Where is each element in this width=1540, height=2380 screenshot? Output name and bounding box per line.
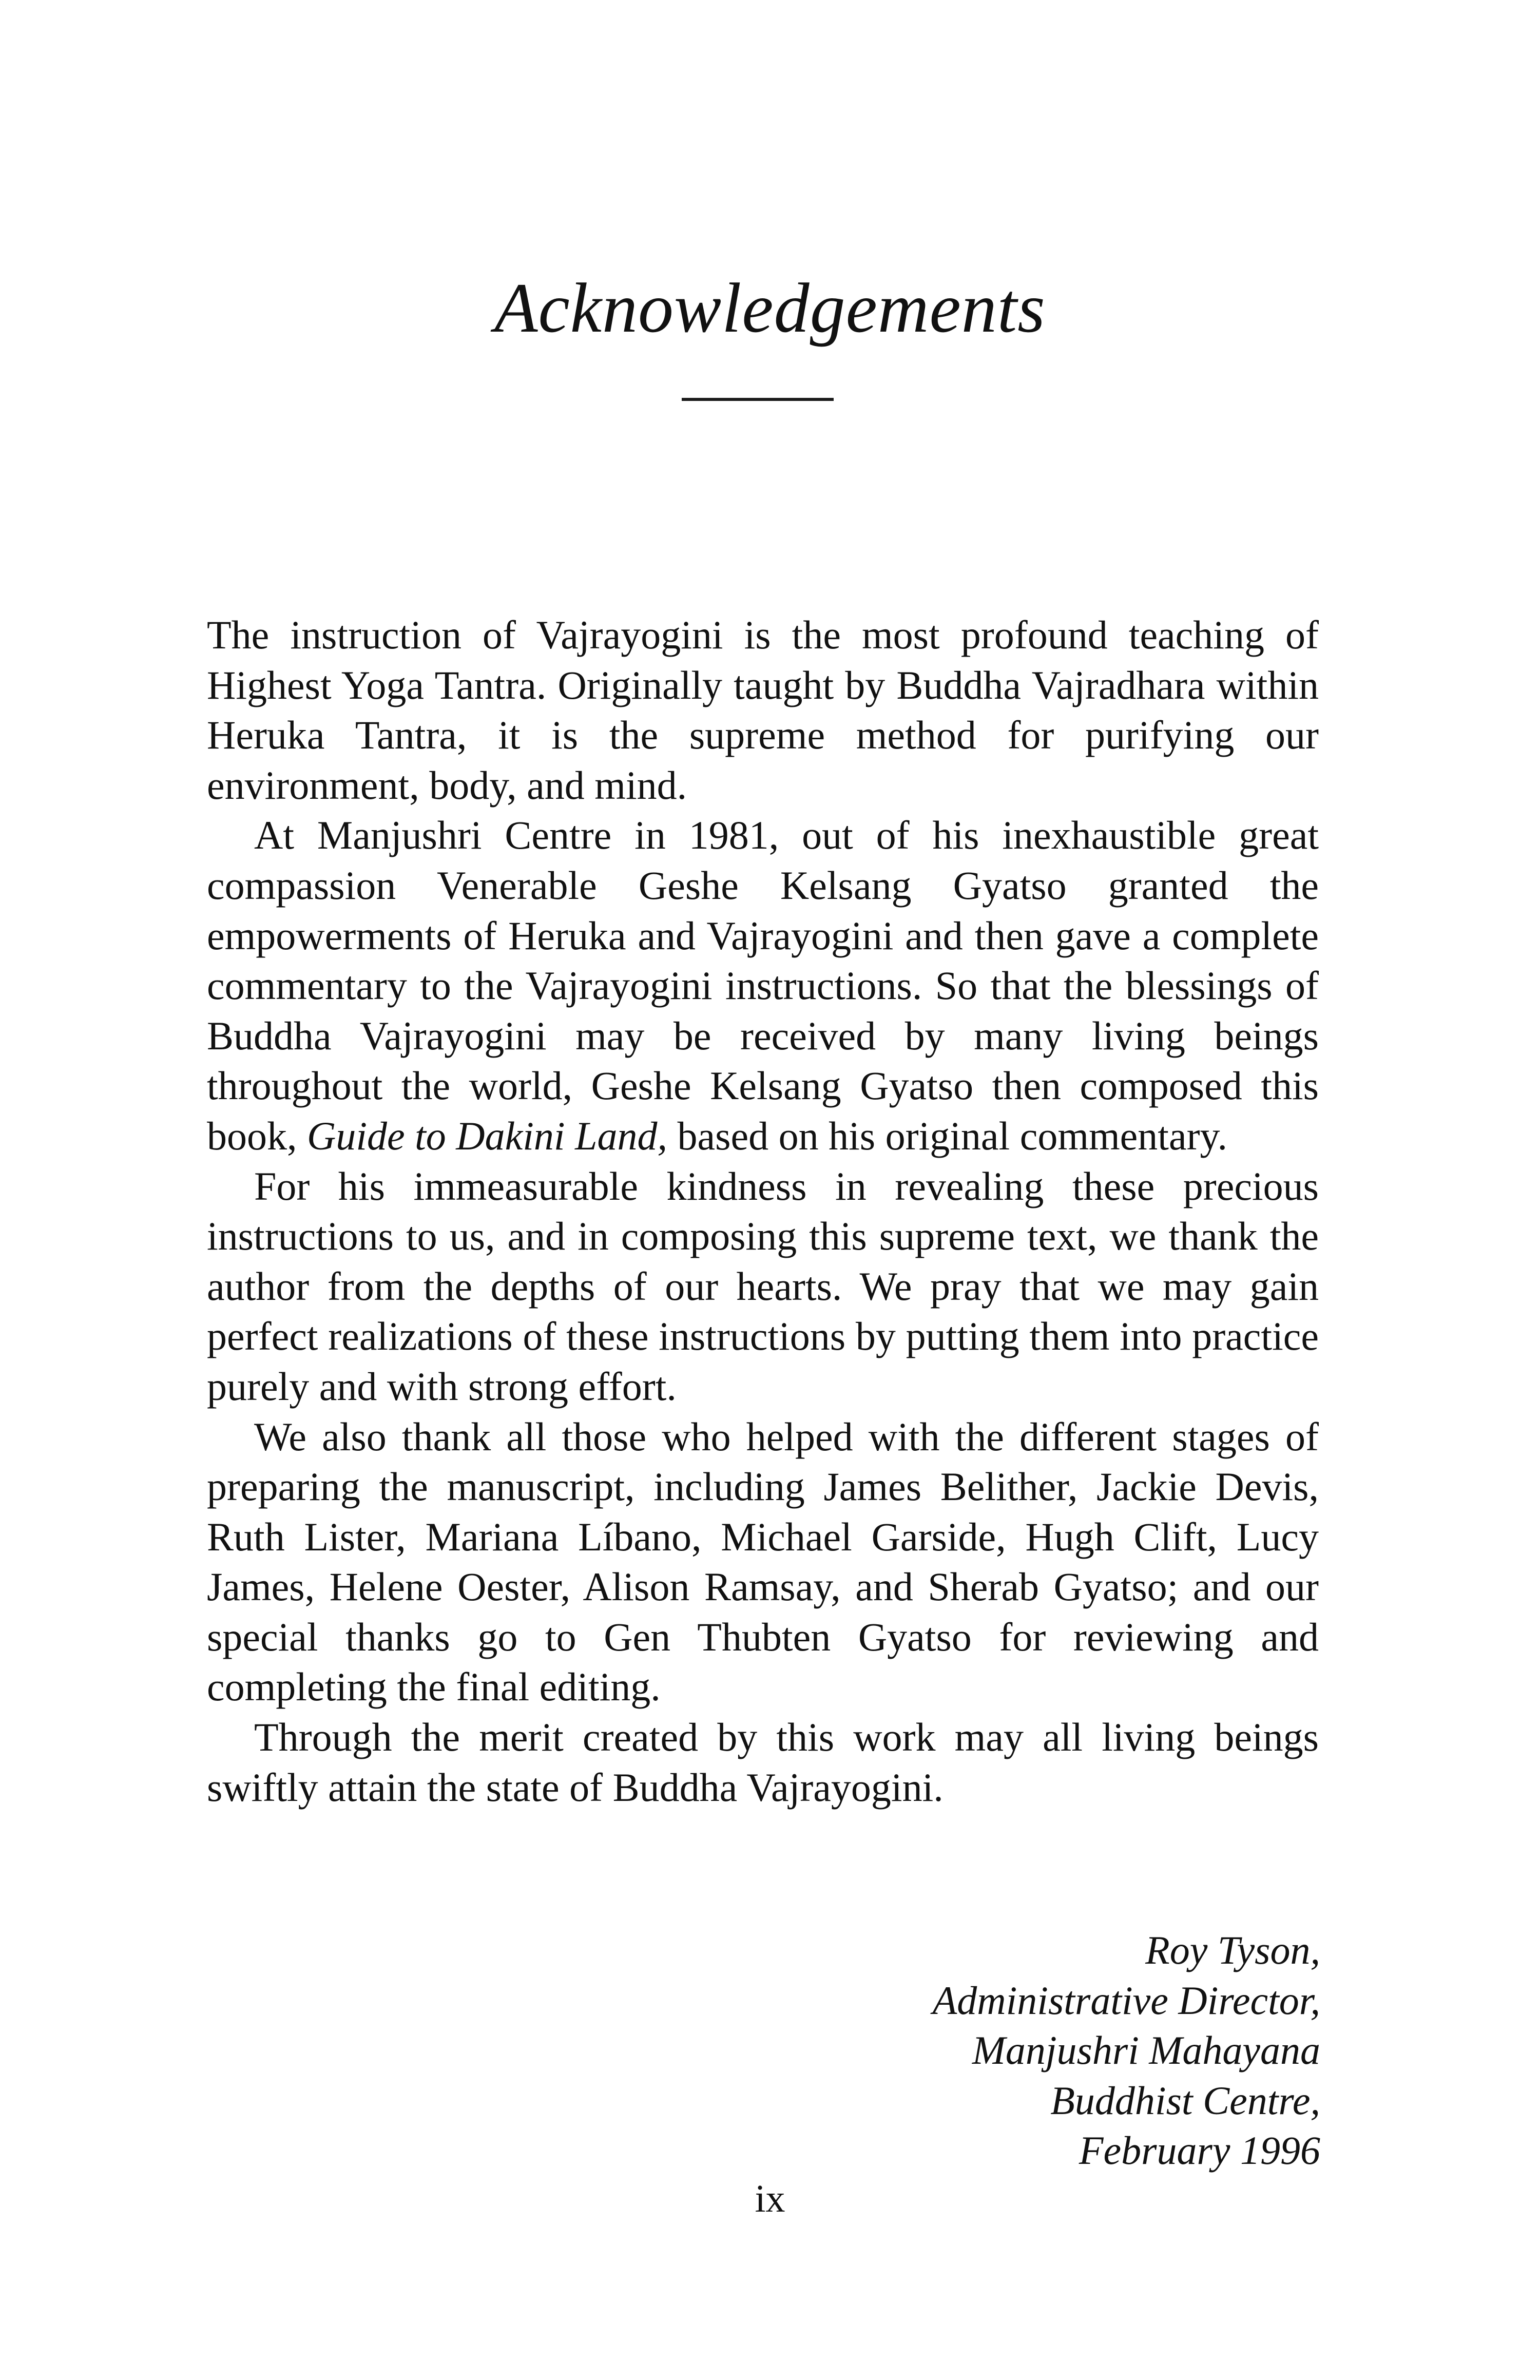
title-rule xyxy=(682,398,834,401)
paragraph-4: We also thank all those who helped with the different stages of preparing the manuscript, including James Belither, Jackie Devis, Ruth Lister, Mariana Líbano, Michael Garside, Hugh Clift, Lucy James, Helene Oester, Alison Ramsay, and Sherab Gyatso; and our special thanks go to Gen Thubten Gyatso for reviewing and completing the final editing. xyxy=(207,1414,1319,1710)
paragraph-2-text-b: based on his original commentary. xyxy=(667,1113,1227,1158)
signature-block xyxy=(933,1925,1320,2176)
paragraph-5: Through the merit created by this work may all living beings swiftly attain the state of Buddha Vajrayogini. xyxy=(207,1715,1319,1810)
signature-org-line-2: Buddhist Centre, xyxy=(1050,2078,1320,2123)
paragraph-2-text-a: At Manjushri Centre in 1981, out of his inexhaustible great compassion Venerable Geshe Kelsang Gyatso granted the empowerments of Heruka and Vajrayogini and then gave a complete commentary to the Vajrayogini instructions. So that the blessings of Buddha Vajrayogini may be received by many living beings throughout the world, Geshe Kelsang Gyatso then composed this book, xyxy=(207,813,1319,1158)
page-number: ix xyxy=(755,2177,785,2220)
page-title: Acknowledgements xyxy=(494,268,1046,347)
acknowledgements-body xyxy=(207,610,1319,1812)
signature-org-line-1: Manjushri Mahayana xyxy=(972,2028,1320,2073)
signature-role: Administrative Director, xyxy=(932,1978,1320,2023)
paragraph-3: For his immeasurable kindness in revealing these precious instructions to us, and in composing this supreme text, we thank the author from the depths of our hearts. We pray that we may gain perfect realizations of these instructions by putting them into practice purely and with strong effort. xyxy=(207,1163,1319,1409)
book-title: Guide to Dakini Land, xyxy=(307,1113,667,1158)
paragraph-1: The instruction of Vajrayogini is the most profound teaching of Highest Yoga Tantra. Originally taught by Buddha Vajradhara within Heruka Tantra, it is the supreme method for purifying our environment, body, and mind. xyxy=(207,612,1319,808)
signature-name: Roy Tyson, xyxy=(1145,1928,1320,1972)
signature-date: February 1996 xyxy=(1079,2128,1320,2173)
paragraph-2 xyxy=(207,810,1319,1161)
